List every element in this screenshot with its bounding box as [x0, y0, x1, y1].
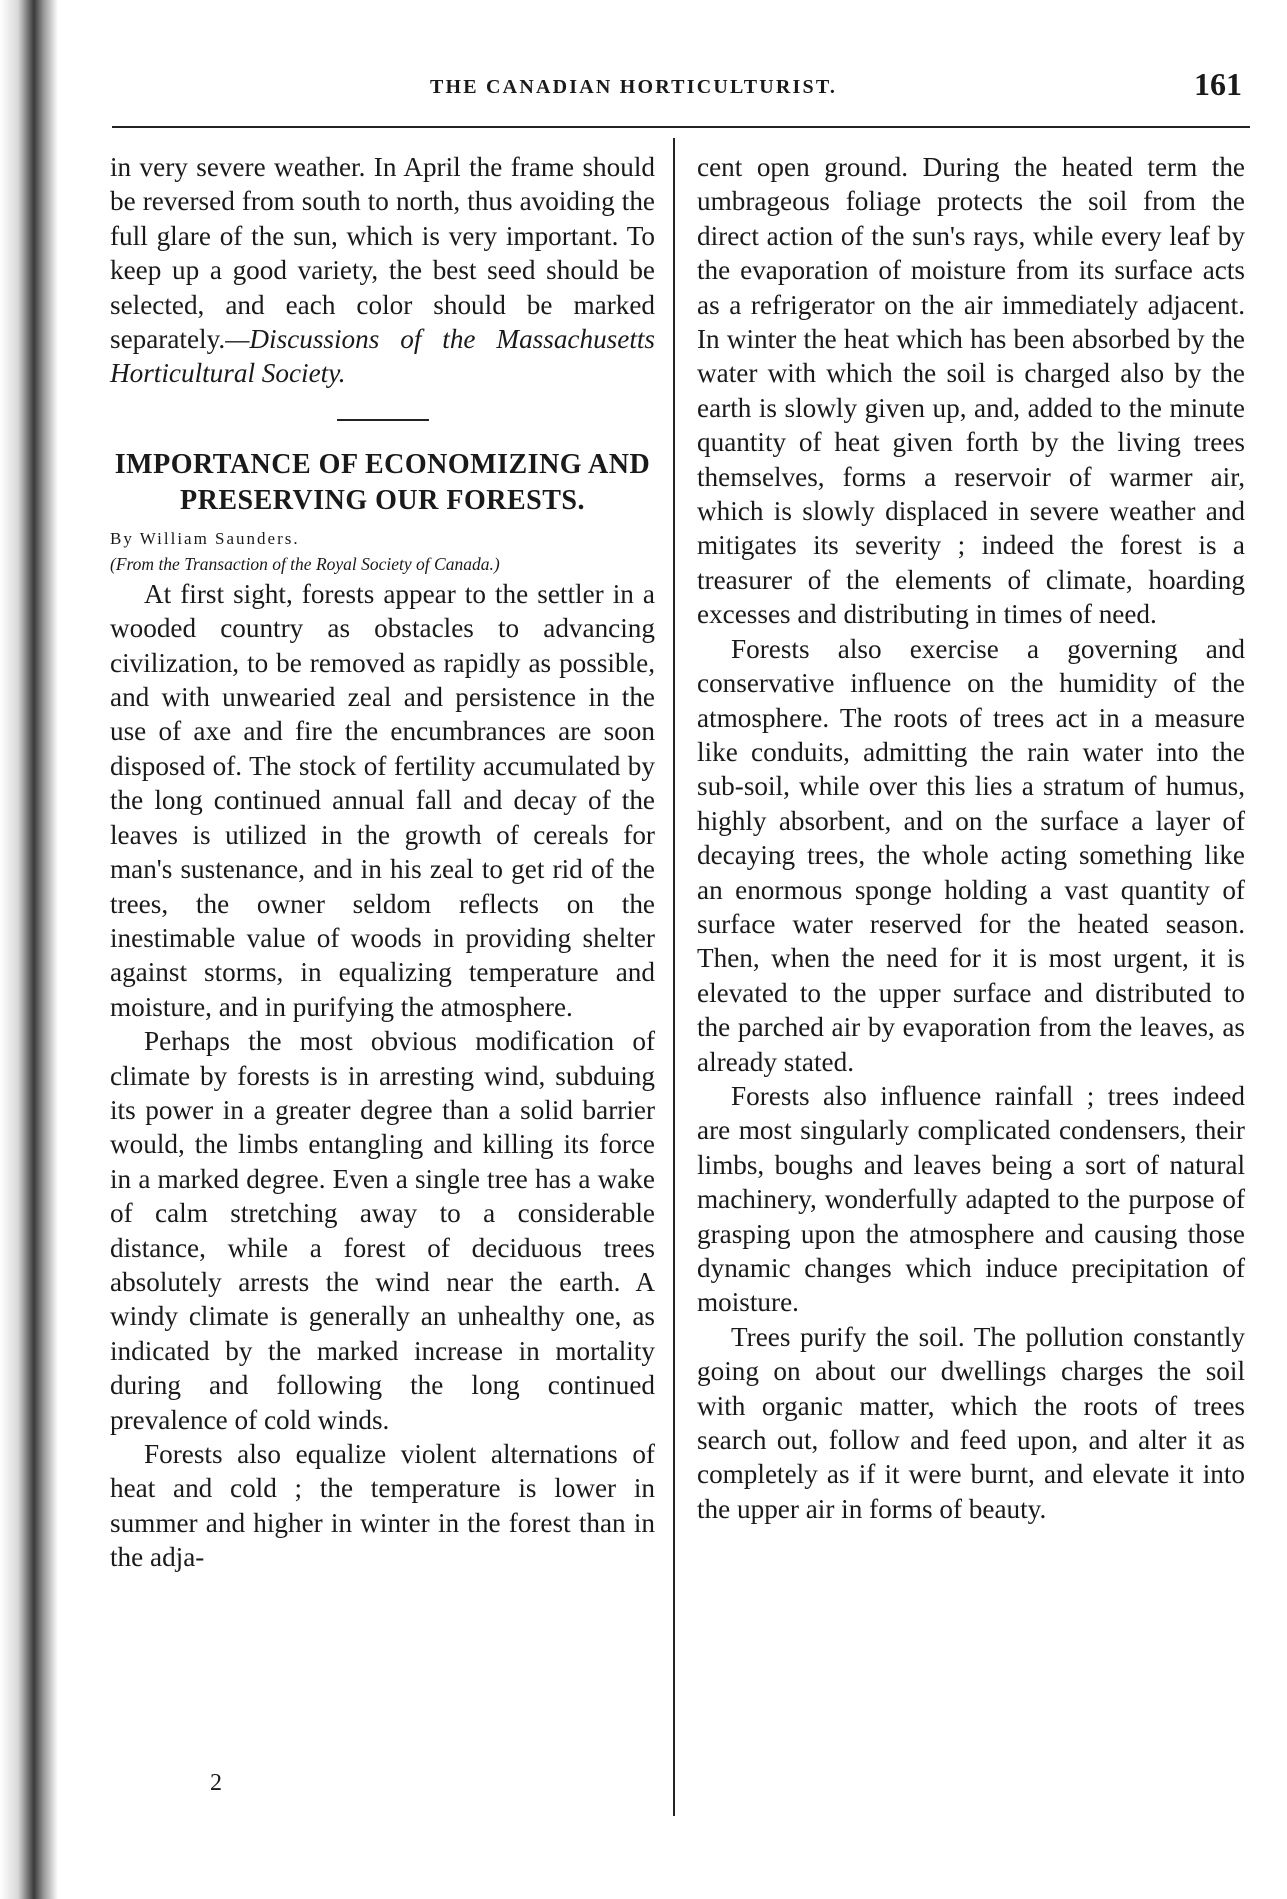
article-title: IMPORTANCE OF ECONOMIZING AND PRESERVING OUR FORESTS. — [114, 448, 651, 516]
article-byline: By William Saunders. — [110, 528, 300, 548]
article-source-note: (From the Transaction of the Royal Society of Canada.) — [110, 553, 500, 574]
column-divider — [673, 138, 675, 1816]
page-number: 161 — [1194, 66, 1242, 102]
body-paragraph: Forests also equalize violent alternations of heat and cold ; the temperature is lower in summer and higher in winter in the forest than in the adja- — [110, 1439, 655, 1573]
right-column — [697, 150, 1245, 1526]
body-paragraph: Perhaps the most obvious modification of climate by forests is in arresting wind, subduing its power in a greater degree than a solid barrier would, the limbs entangling and killing its force in a marked degree. Even a single tree has a wake of calm stretching away to a considerable distance, while a forest of deciduous trees absolutely arrests the wind near the earth. A windy climate is generally an unhealthy one, as indicated by the marked increase in mortality during and following the long continued prevalence of cold winds. — [110, 1026, 655, 1435]
continued-paragraph: cent open ground. During the heated term the umbrageous foliage protects the soil from the direct action of the sun's rays, while every leaf by the evaporation of moisture from its surface acts as a refrigerator on the air immediately adjacent. In winter the heat which has been absorbed by the water with which the soil is charged also by the earth is slowly given up, and, added to the minute quantity of heat given forth by the living trees themselves, forms a reservoir of warmer air, which is slowly displaced in severe weather and mitigates its severity ; indeed the forest is a treasurer of the elements of climate, hoarding excesses and distributing in times of need. — [697, 152, 1245, 630]
body-paragraph: Forests also exercise a governing and conservative influence on the humidity of the atmosphere. The roots of trees act in a measure like conduits, admitting the rain water into the sub-soil, while over this lies a stratum of humus, highly absorbent, and on the surface a layer of decaying trees, the whole acting something like an enormous sponge holding a vast quantity of surface water reserved for the heated season. Then, when the need for it is most urgent, it is elevated to the upper surface and distributed to the parched air by evaporation from the leaves, as already stated. — [697, 633, 1245, 1077]
continued-paragraph — [110, 150, 655, 391]
continued-text: in very severe weather. In April the frame should be reversed from south to north, thus avoiding the full glare of the sun, which is very important. To keep up a good variety, the best seed should be selected, and each color should be marked separately. — [110, 152, 655, 355]
left-column — [110, 150, 655, 1575]
body-paragraph: At first sight, forests appear to the settler in a wooded country as obstacles to advancing civilization, to be removed as rapidly as possible, and with unwearied zeal and persistence in the use of axe and fire the encumbrances are soon disposed of. The stock of fertility accumulated by the long continued annual fall and decay of the leaves is utilized in the growth of cereals for man's sustenance, and in his zeal to get rid of the trees, the owner seldom reflects on the inestimable value of woods in providing shelter against storms, in equalizing temperature and moisture, and in purifying the atmosphere. — [110, 578, 655, 1022]
continued-source: —Discussions of the Massachusetts Horticultural Society. — [110, 324, 655, 389]
page-header — [110, 62, 1250, 110]
body-paragraph: Trees purify the soil. The pollution constantly going on about our dwellings charges the soil with organic matter, which the roots of trees search out, follow and feed upon, and alter it as completely as if it were burnt, and elevate it into the upper air in forms of beauty. — [697, 1321, 1245, 1524]
body-paragraph: Forests also influence rainfall ; trees indeed are most singularly complicated condensers, their limbs, boughs and leaves being a sort of natural machinery, wonderfully adapted to the purpose of grasping upon the atmosphere and causing those dynamic changes which induce precipitation of moisture. — [697, 1080, 1245, 1318]
header-rule — [112, 126, 1250, 128]
running-title: THE CANADIAN HORTICULTURIST. — [430, 76, 838, 98]
section-separator — [337, 419, 429, 421]
signature-mark: 2 — [210, 1770, 222, 1796]
page-binding-edge — [0, 0, 58, 1899]
